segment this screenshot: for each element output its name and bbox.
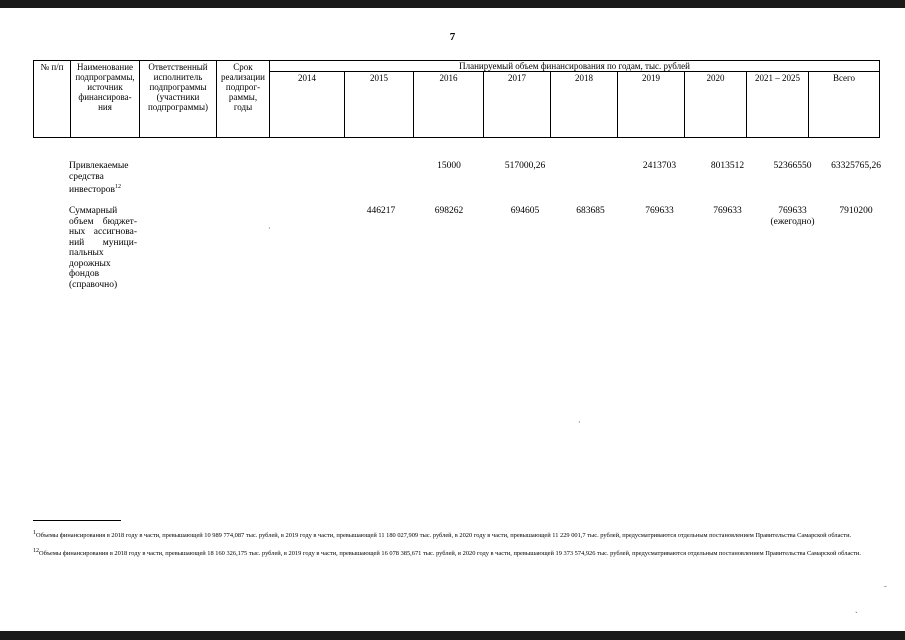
table-cell: 769633	[778, 206, 807, 216]
table-cell: 769633	[713, 206, 742, 216]
footnote-separator	[33, 520, 121, 521]
table-cell: 2413703	[642, 161, 677, 171]
header-year: 2018	[551, 72, 618, 138]
table-cell: 694605	[510, 206, 540, 216]
header-name: Наименование подпрограммы, источник финансирова-ния	[71, 61, 140, 138]
header-year: 2014	[270, 72, 345, 138]
financing-table-header	[33, 60, 880, 138]
header-no: № п/п	[34, 61, 71, 138]
footnote-ref: 12	[115, 184, 122, 190]
table-cell: 517000,26	[504, 161, 546, 171]
row-name-investors: Привлекаемые средства инвесторов$^{12}$	[69, 161, 129, 196]
header-year: Всего	[809, 72, 880, 138]
footnote-12: $^{12}$Объемы финансирования в 2018 году в части, превышающей 18 160 326,175 тыс. рублей, в 2019 году в части, превышающей 16 078 385,671 тыс. рублей, в 2020 году в части, превышающей 19 373 574,926 тыс. рублей, предусматриваются отдельным постановлением Правительства Самарской области.	[33, 548, 861, 558]
table-cell-note: (ежегодно)	[770, 217, 815, 227]
table-cell: 63325765,26	[831, 161, 881, 171]
table-cell: 7910200	[839, 206, 873, 216]
header-planned: Планируемый объем финансирования по годам, тыс. рублей	[270, 61, 880, 72]
scan-mark: ˉ	[884, 584, 887, 593]
header-year: 2020	[685, 72, 747, 138]
header-term: Срок реализации подпрог-раммы, годы	[217, 61, 270, 138]
scan-mark: ˏ	[855, 604, 858, 613]
table-cell: 769633	[645, 206, 674, 216]
scan-mark: ·	[578, 418, 581, 427]
header-executor: Ответственный исполнитель подпрограммы (участники подпрограммы)	[140, 61, 217, 138]
header-year: 2016	[414, 72, 484, 138]
scan-mark: ·	[268, 224, 271, 233]
table-cell: 15000	[437, 161, 461, 171]
page-number: 7	[449, 31, 456, 43]
table-cell: 698262	[434, 206, 464, 216]
top-border-bar	[0, 0, 905, 8]
header-year: 2015	[345, 72, 414, 138]
table-cell: 446217	[366, 206, 396, 216]
header-year: 2017	[484, 72, 551, 138]
header-year: 2021 – 2025	[747, 72, 809, 138]
table-cell: 8013512	[710, 161, 745, 171]
bottom-border-bar	[0, 631, 905, 640]
header-year: 2019	[618, 72, 685, 138]
table-cell: 683685	[576, 206, 605, 216]
table-cell: 52366550	[773, 161, 812, 171]
row-name-road-funds: Суммарный объем бюджет-ных ассигнова-ний муници-пальных дорожных фондов (справочно)	[69, 206, 137, 290]
footnote-1: $^1$Объемы финансирования в 2018 году в части, превышающей 10 989 774,087 тыс. рублей, в 2019 году в части, превышающей 11 180 027,909 тыс. рублей, в 2020 году в части, превышающей 11 229 001,7 тыс. рублей, предусматриваются отдельным постановлением Правительства Самарской области.	[33, 530, 852, 540]
